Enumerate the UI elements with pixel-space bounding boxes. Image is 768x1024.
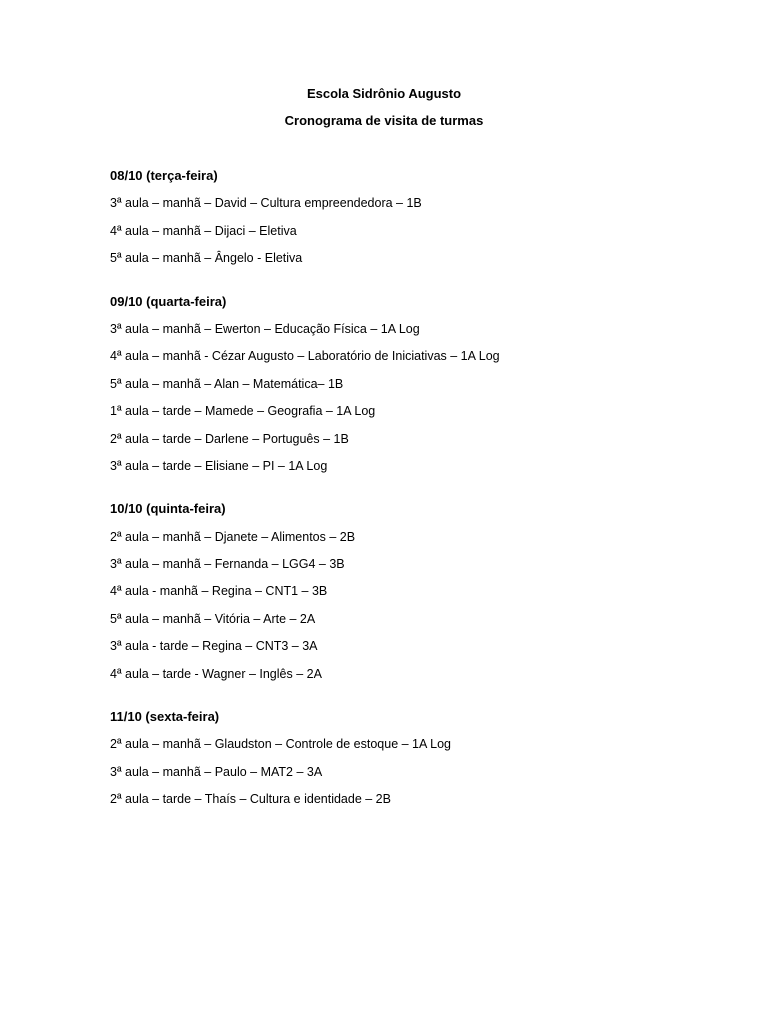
schedule-entry: 2ª aula – manhã – Djanete – Alimentos – 2B	[110, 529, 356, 544]
schedule-entry: 5ª aula – manhã – Ângelo - Eletiva	[110, 251, 303, 266]
school-name: Escola Sidrônio Augusto	[306, 86, 462, 101]
schedule-entry: 3ª aula – tarde – Elisiane – PI – 1A Log	[110, 458, 328, 473]
schedule-entry: 3ª aula – manhã – Fernanda – LGG4 – 3B	[110, 557, 345, 572]
schedule-entry: 3ª aula - tarde – Regina – CNT3 – 3A	[110, 639, 318, 654]
schedule-entry: 4ª aula – manhã – Dijaci – Eletiva	[110, 223, 297, 238]
day-heading: 09/10 (quarta-feira)	[110, 293, 227, 309]
day-heading: 11/10 (sexta-feira)	[110, 709, 220, 725]
schedule-entry: 4ª aula – manhã - Cézar Augusto – Laboratório de Iniciativas – 1A Log	[110, 349, 500, 364]
schedule-entry: 3ª aula – manhã – Ewerton – Educação Física – 1A Log	[110, 321, 420, 336]
schedule-entry: 5ª aula – manhã – Vitória – Arte – 2A	[110, 611, 316, 626]
schedule-entry: 1ª aula – tarde – Mamede – Geografia – 1A Log	[110, 404, 376, 419]
document-subtitle: Cronograma de visita de turmas	[284, 113, 484, 128]
schedule-entry: 3ª aula – manhã – Paulo – MAT2 – 3A	[110, 764, 323, 779]
schedule-entry: 3ª aula – manhã – David – Cultura empreendedora – 1B	[110, 196, 422, 211]
day-section-0810	[110, 168, 730, 266]
schedule-entry: 4ª aula - manhã – Regina – CNT1 – 3B	[110, 584, 328, 599]
schedule-entry: 2ª aula – tarde – Thaís – Cultura e identidade – 2B	[110, 792, 391, 807]
day-section-0910	[110, 294, 730, 474]
schedule-entry: 5ª aula – manhã – Alan – Matemática– 1B	[110, 376, 344, 391]
schedule-entry: 2ª aula – tarde – Darlene – Português – 1B	[110, 431, 349, 446]
day-section-1110	[110, 709, 730, 807]
day-heading: 08/10 (terça-feira)	[110, 168, 218, 183]
day-heading: 10/10 (quinta-feira)	[110, 501, 226, 517]
schedule-content	[110, 168, 730, 835]
schedule-entry: 4ª aula – tarde - Wagner – Inglês – 2A	[110, 666, 322, 681]
day-section-1010	[110, 501, 730, 681]
schedule-entry: 2ª aula – manhã – Glaudston – Controle de estoque – 1A Log	[110, 737, 451, 752]
